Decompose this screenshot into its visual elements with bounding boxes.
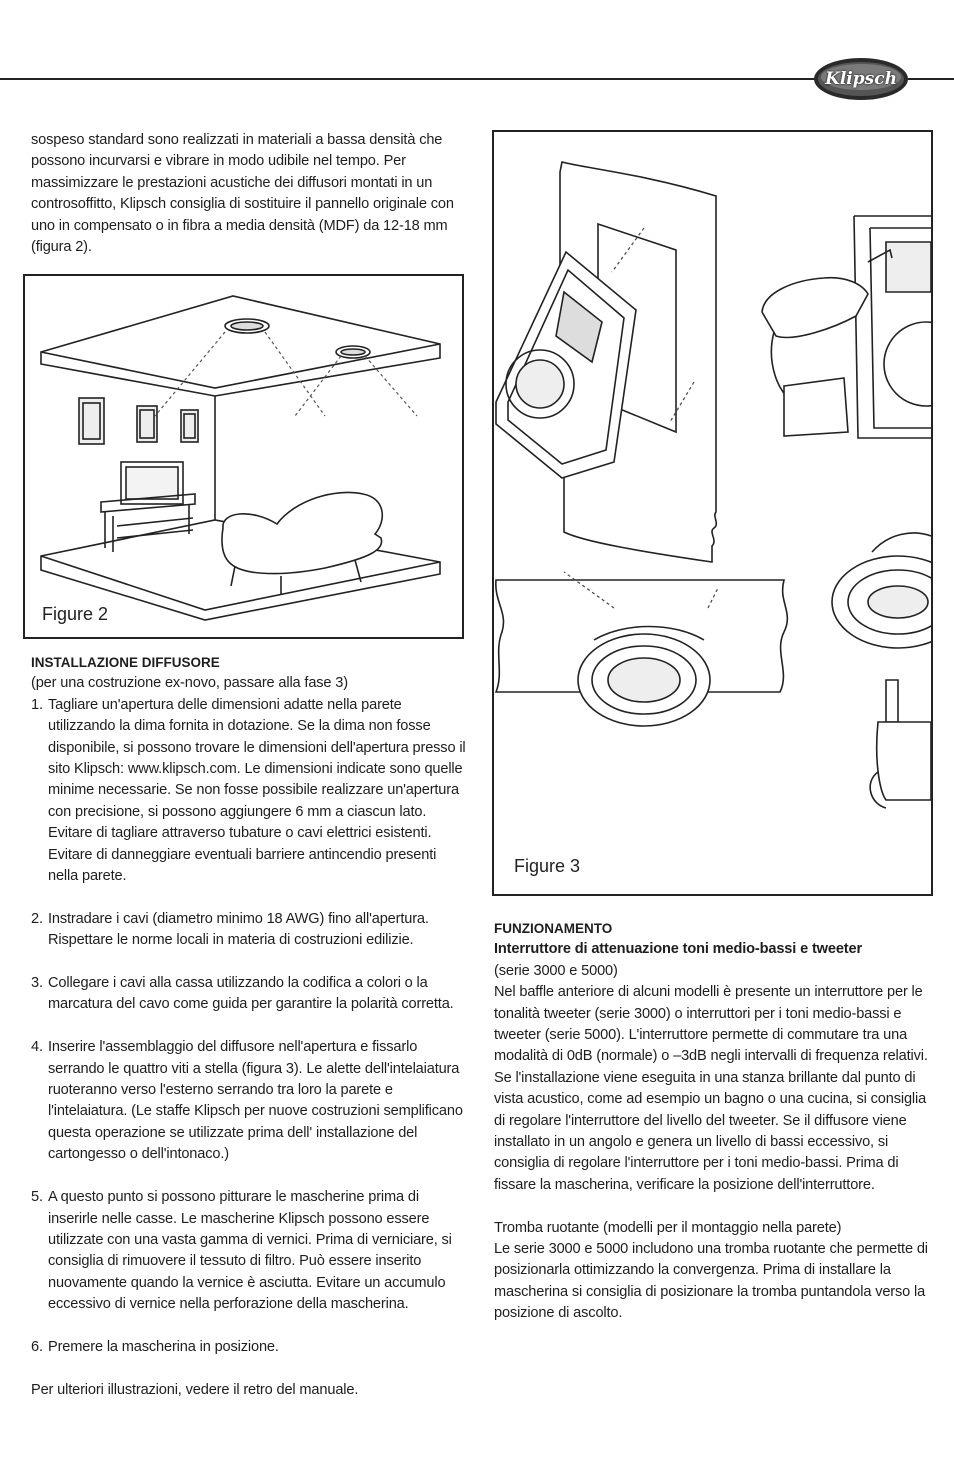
horn-title: Tromba ruotante (modelli per il montaggio nella parete) (494, 1219, 842, 1236)
step-text: Collegare i cavi alla cassa utilizzando la codifica a colori o la marcatura del cavo come guida per garantire la polarità corretta. (48, 975, 454, 1013)
step-number: 4. (31, 1039, 43, 1056)
step-text: Inserire l'assemblaggio del diffusore nell'apertura e fissarlo serrando le quattro viti a stella (figura 3). Le alette dell'intelaiatura ruoteranno verso l'esterno serrando tra loro la parete e l'intelaiatura. (Le staffe Klipsch per nuove costruzioni semplificano questa operazione se utilizzate prima dell' installazione del cartongesso o dell'intonaco.) (48, 1039, 463, 1163)
list-item (31, 1187, 467, 1315)
spacer (31, 952, 467, 973)
list-item (31, 1337, 467, 1358)
step-number: 2. (31, 910, 43, 927)
room-illustration (25, 276, 462, 637)
footer-note: Per ulteriori illustrazioni, vedere il retro del manuale. (31, 1381, 359, 1398)
operation-paragraph: Nel baffle anteriore di alcuni modelli è presente un interruttore per le tonalità tweeter (serie 3000) o interruttori per i toni medio-bassi e tweeter (serie 5000). L'interruttore permette di commutare tra una modalità di 0dB (normale) o –3dB negli intervalli di frequenza relativi. Se l'installazione viene eseguita in una stanza brillante dal punto di vista acustico, come ad esempio un bagno o una cucina, si consiglia di regolare l'interruttore del livello del tweeter. Se il diffusore viene installato in un angolo e genera un livello di bassi eccessivo, si consiglia di regolare l'interruttore per i toni medio-bassi. Prima di fissare la mascherina, verificare la posizione dell'interruttore. (494, 984, 928, 1193)
step-text: Premere la mascherina in posizione. (48, 1338, 279, 1355)
figure-2 (23, 274, 464, 639)
installation-note: (per una costruzione ex-novo, passare alla fase 3) (31, 675, 348, 692)
horn-paragraph: Le serie 3000 e 5000 includono una tromba ruotante che permette di posizionarla ottimizzando la convergenza. Prima di installare la mascherina si consiglia di posizionare la tromba puntandola verso la posizione di ascolto. (494, 1241, 928, 1322)
operation-series: (serie 3000 e 5000) (494, 962, 618, 979)
figure-3-caption: Figure 3 (514, 856, 581, 876)
spacer (494, 1196, 934, 1217)
step-number: 3. (31, 975, 43, 992)
spacer (31, 1016, 467, 1037)
step-number: 5. (31, 1189, 43, 1206)
list-item (31, 695, 467, 888)
installation-illustration (494, 132, 931, 894)
logo-wordmark: Klipsch (825, 69, 897, 89)
installation-section (31, 652, 467, 1401)
step-text: Instradare i cavi (diametro minimo 18 AWG) fino all'apertura. Rispettare le norme locali in materia di costruzioni edilizie. (48, 910, 429, 949)
step-number: 6. (31, 1338, 43, 1355)
spacer (31, 1316, 467, 1337)
list-item (31, 973, 467, 1016)
step-text: Tagliare un'apertura delle dimensioni adatte nella parete utilizzando la dima fornita in dotazione. Se la dima non fosse disponibile, si possono trovare le dimensioni dell'apertura presso il sito Klipsch: www.klipsch.com. Le dimensioni indicate sono quelle minime necessarie. Se non fosse possibile realizzare un'apertura con precisione, si possono aggiungere 6 mm a ciascun lato. Evitare di tagliare attraverso tubature o cavi elettrici esistenti. Evitare di danneggiare eventuali barriere antincendio presenti nella parete. (48, 696, 466, 885)
intro-paragraph: sospeso standard sono realizzati in materiali a bassa densità che possono incurvarsi e vibrare in modo udibile nel tempo. Per massimizzare le prestazioni acustiche dei diffusori montati in un controsoffitto, Klipsch consiglia di sostituire il pannello originale con uno in compensato o in fibra a media densità (MDF) da 12-18 mm (figura 2). (31, 132, 454, 256)
header-rule (0, 78, 954, 80)
operation-section (494, 918, 934, 1325)
spacer (31, 1358, 467, 1379)
installation-steps (31, 695, 467, 1380)
step-text: A questo punto si possono pitturare le mascherine prima di inserirle nelle casse. Le mascherine Klipsch possono essere utilizzate con una vasta gamma di vernici. Prima di verniciare, si consiglia di rimuovere il tessuto di filtro. Può essere inserito nuovamente quando la vernice è asciutta. Evitare un accumulo eccessivo di vernice nella perforazione della mascherina. (48, 1189, 452, 1313)
list-item (31, 909, 467, 952)
operation-heading: FUNZIONAMENTO (494, 921, 613, 936)
figure-2-caption: Figure 2 (42, 604, 109, 624)
klipsch-logo (812, 56, 910, 102)
step-number: 1. (31, 696, 43, 713)
spacer (31, 887, 467, 908)
installation-heading: INSTALLAZIONE DIFFUSORE (31, 655, 220, 670)
figure-3 (492, 130, 933, 896)
spacer (31, 1166, 467, 1187)
operation-subheading: Interruttore di attenuazione toni medio-bassi e tweeter (494, 941, 863, 958)
list-item (31, 1037, 467, 1165)
